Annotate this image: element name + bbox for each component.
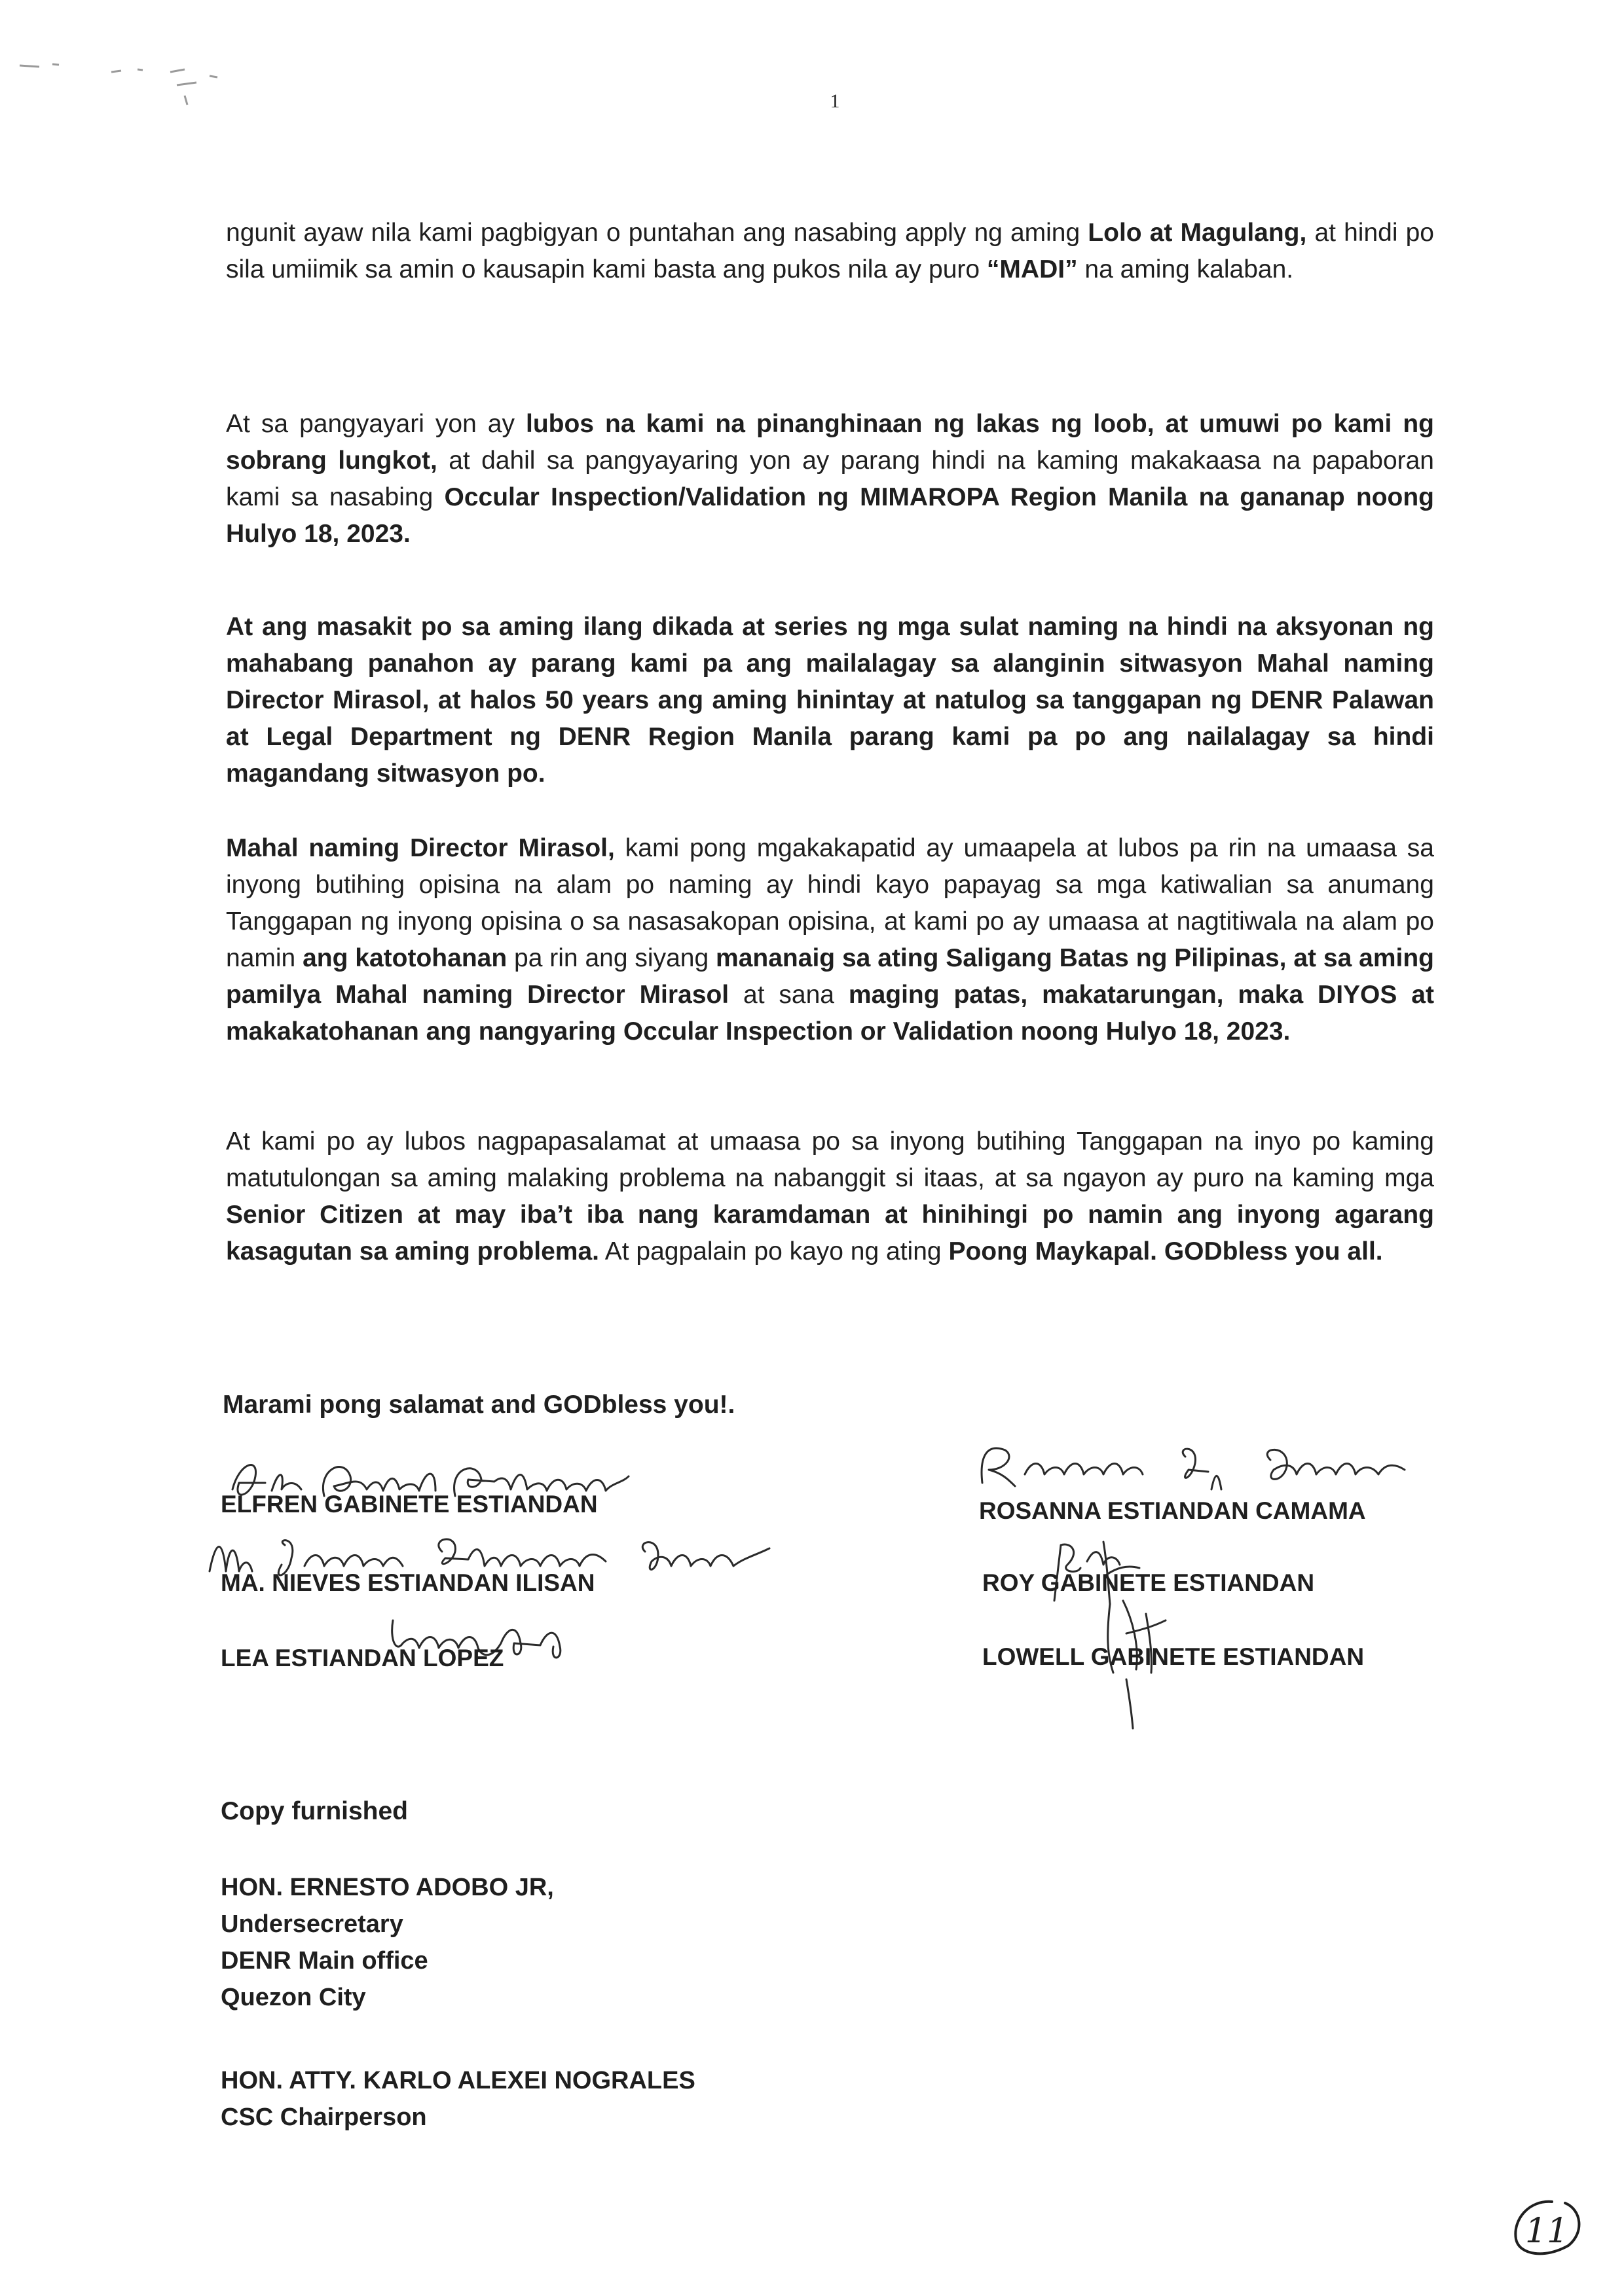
p4-run-2: kami pong mgakakapatid ay umaapela at lubos pa rin na umaasa sa inyong butihing opisina na alam po naming ay hindi kayo papayag sa mga katiwalian sa anumang Tanggapan ng inyong opisina o sa nasasakopan opisina, at kami po ay umaasa at nagtitiwala na alam po namin	[226, 834, 1434, 972]
recipient-2-position: CSC Chairperson	[221, 2104, 427, 2131]
signatory-4-name: ROSANNA ESTIANDAN CAMAMA	[979, 1497, 1366, 1524]
p1-run-2: Lolo at Magulang,	[1088, 219, 1307, 247]
p1-run-3: at hindi po sila umiimik sa amin o kausapin kami basta ang pukos nila ay puro	[226, 219, 1434, 283]
signature-rosanna	[969, 1434, 1414, 1496]
copy-recipient-1	[221, 1869, 554, 2016]
p4-run-4: pa rin ang siyang	[507, 944, 716, 972]
p3-run-1: At ang masakit po sa aming ilang dikada at series ng mga sulat naming na hindi na aksyonan ng mahabang panahon ay parang kami pa ang mailalagay sa alanginin sitwasyon Mahal naming Director Mirasol, at halos 50 years ang aming hinintay at natulog sa tanggapan ng DENR Palawan at Legal Department ng DENR Region Manila parang kami pa po ang nailalagay sa hindi magandang sitwasyon po.	[226, 613, 1434, 788]
paragraph-3	[226, 609, 1434, 792]
p2-run-2: lubos na kami na pinanghinaan ng lakas ng loob, at umuwi po kami ng sobrang lungkot,	[226, 410, 1434, 475]
recipient-1-name: HON. ERNESTO ADOBO JR,	[221, 1874, 554, 1901]
recipient-2-name: HON. ATTY. KARLO ALEXEI NOGRALES	[221, 2067, 695, 2094]
p5-run-1: At kami po ay lubos nagpapasalamat at umaasa po sa inyong butihing Tanggapan na inyo po kaming matutulongan sa aming malaking problema na nabanggit si itaas, at sa ngayon ay puro na kaming mga	[226, 1127, 1434, 1192]
recipient-1-city: Quezon City	[221, 1984, 366, 2011]
p1-run-4: “MADI”	[986, 255, 1078, 283]
p5-run-2: Senior Citizen at may iba’t iba nang karamdaman at hinihingi po namin ang inyong agarang kasagutan sa aming problema.	[226, 1201, 1434, 1266]
recipient-1-office: DENR Main office	[221, 1947, 428, 1975]
paragraph-5	[226, 1123, 1434, 1270]
p5-run-4: Poong Maykapal. GODbless you all.	[948, 1237, 1383, 1266]
p4-run-6: at sana	[729, 981, 849, 1009]
p4-run-3: ang katotohanan	[303, 944, 507, 972]
signatory-2-name: MA. NIEVES ESTIANDAN ILISAN	[221, 1569, 595, 1596]
copy-recipient-2	[221, 2062, 695, 2136]
closing-line: Marami pong salamat and GODbless you!.	[223, 1391, 735, 1419]
copy-furnished-heading: Copy furnished	[221, 1797, 409, 1825]
p2-run-3: at dahil sa pangyayaring yon ay parang hindi na kaming makakaasa na papaboran kami sa nasabing	[226, 446, 1434, 511]
page-number: 1	[830, 90, 840, 112]
paragraph-1	[226, 215, 1434, 288]
p4-run-5: mananaig sa ating Saligang Batas ng Pilipinas, at sa aming pamilya Mahal naming Director Mirasol	[226, 944, 1434, 1009]
p4-run-7: maging patas, makatarungan, maka DIYOS at makakatohanan ang nangyaring Occular Inspection or Validation noong Hulyo 18, 2023.	[226, 981, 1434, 1046]
signatory-3-name: LEA ESTIANDAN LOPEZ	[221, 1645, 504, 1671]
scan-speckles	[13, 52, 249, 131]
p2-run-4: Occular Inspection/Validation ng MIMAROPA Region Manila na gananap noong Hulyo 18, 2023.	[226, 483, 1435, 548]
signatory-6-name: LOWELL GABINETE ESTIANDAN	[982, 1643, 1365, 1670]
paragraph-2	[226, 406, 1434, 553]
recipient-1-position: Undersecretary	[221, 1910, 403, 1938]
p1-run-1: ngunit ayaw nila kami pagbigyan o puntahan ang nasabing apply ng aming	[226, 219, 1088, 247]
signatory-5-name: ROY GABINETE ESTIANDAN	[982, 1569, 1315, 1596]
paragraph-4	[226, 830, 1434, 1050]
folio-number: 11	[1524, 2212, 1569, 2251]
p4-run-1: Mahal naming Director Mirasol,	[226, 834, 615, 862]
p1-run-5: na aming kalaban.	[1077, 255, 1294, 283]
folio-mark	[1506, 2196, 1591, 2262]
p5-run-3: At pagpalain po kayo ng ating	[599, 1237, 949, 1266]
p2-run-1: At sa pangyayari yon ay	[226, 410, 526, 438]
signatory-1-name: ELFREN GABINETE ESTIANDAN	[221, 1491, 598, 1518]
